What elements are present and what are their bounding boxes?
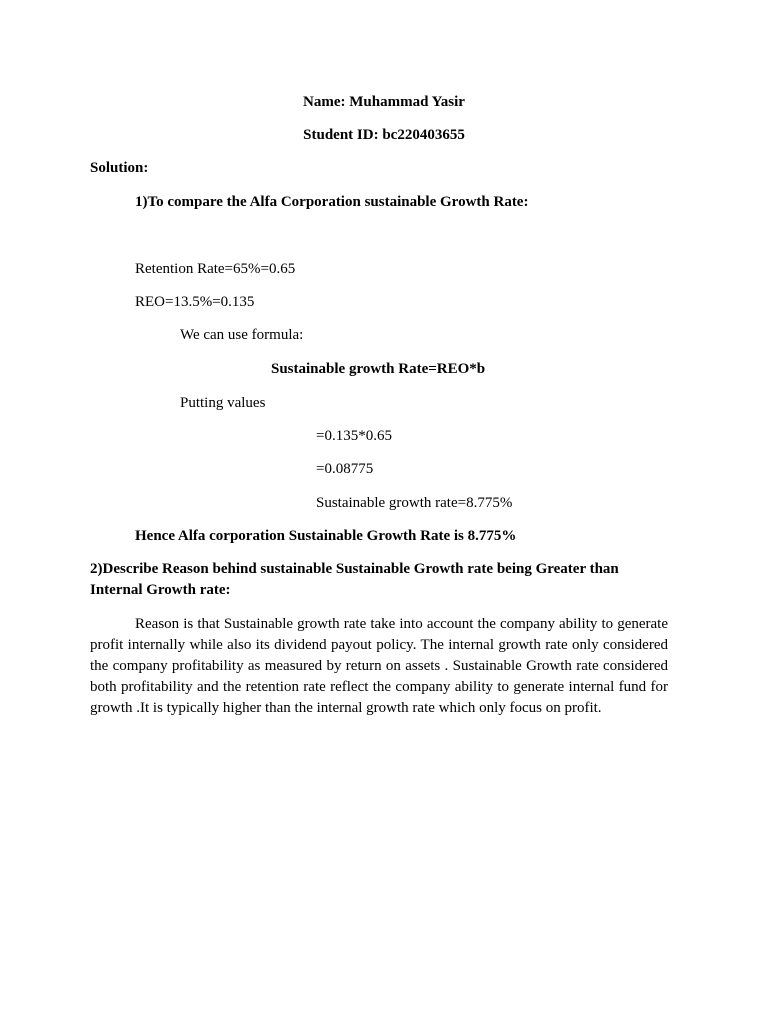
calculation-result: Sustainable growth rate=8.775% (316, 495, 513, 511)
student-id: Student ID: bc220403655 (303, 127, 465, 143)
reo-line: REO=13.5%=0.135 (135, 294, 255, 310)
putting-values-label: Putting values (180, 395, 266, 411)
calculation-step-1: =0.135*0.65 (316, 428, 392, 444)
question-1-title: 1)To compare the Alfa Corporation sustainable Growth Rate: (135, 194, 529, 210)
question-2-title-line-2: Internal Growth rate: (90, 582, 231, 598)
question-2-answer: Reason is that Sustainable growth rate take into account the company ability to generate profit internally while also its dividend payout policy. The internal growth rate only considered the company profitability as measured by return on assets . Sustainable Growth rate considered both profitability and the retention rate reflect the company ability to generate internal fund for growth .It is typically higher than the internal growth rate which only focus on profit. (90, 616, 668, 716)
retention-rate-line: Retention Rate=65%=0.65 (135, 261, 296, 277)
question-1-conclusion: Hence Alfa corporation Sustainable Growth Rate is 8.775% (135, 528, 517, 544)
calculation-step-2: =0.08775 (316, 461, 374, 477)
student-name: Name: Muhammad Yasir (303, 94, 465, 110)
solution-heading: Solution: (90, 160, 149, 176)
formula-intro: We can use formula: (180, 327, 304, 343)
question-2-title-line-1: 2)Describe Reason behind sustainable Sustainable Growth rate being Greater than (90, 561, 619, 577)
formula: Sustainable growth Rate=REO*b (271, 361, 486, 377)
